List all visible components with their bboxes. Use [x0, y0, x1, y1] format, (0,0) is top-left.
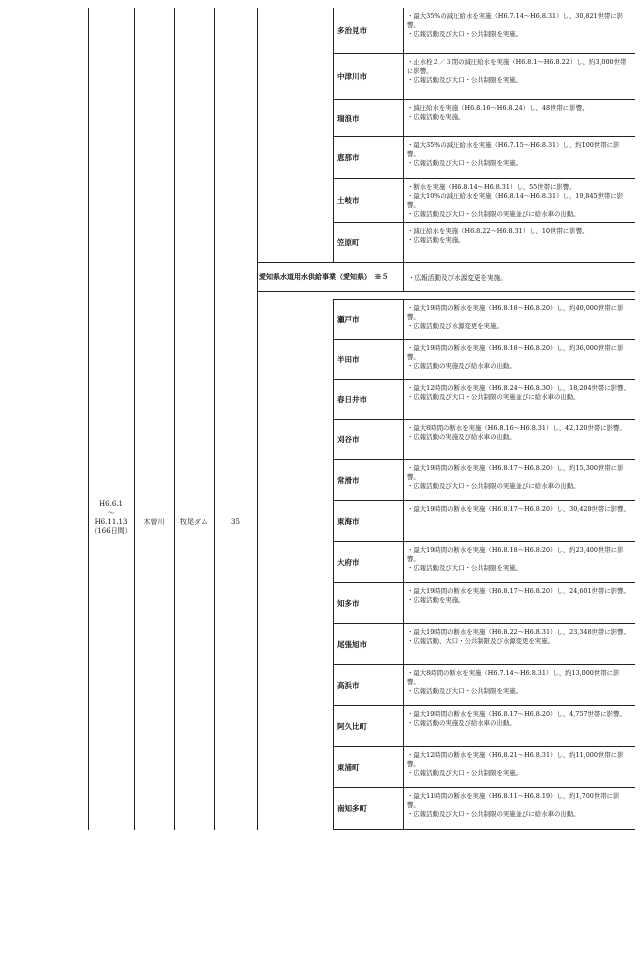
- desc-line: ・広報活動及び大口・公共制限を実施。: [407, 159, 523, 167]
- desc-line: ・広報活動及び大口・公共制限を実施。: [407, 564, 523, 572]
- city-description: [404, 179, 635, 222]
- desc-line: ・広報活動及び大口・公共制限を実施。: [407, 30, 523, 38]
- city-description: [404, 788, 635, 829]
- city-description: [404, 624, 635, 664]
- value-cell: 35: [231, 518, 240, 526]
- table-row: [333, 624, 635, 665]
- city-description: [404, 137, 635, 178]
- desc-line: ・広報活動及び大口・公共制限の実施並びに給水車の出動。: [407, 810, 580, 818]
- table-row: [333, 137, 635, 179]
- city-name: 中津川市: [333, 54, 404, 99]
- agency-row: [257, 262, 635, 292]
- desc-line: ・最大19時間の断水を実施（H6.8.22～H6.8.31）し、23,348世帯に影響。: [407, 628, 630, 636]
- city-name: 笠原町: [333, 223, 404, 262]
- desc-line: ・広報活動の実施及び給水車の出動。: [407, 433, 516, 441]
- table-row: [333, 179, 635, 223]
- river-cell: 木曽川: [143, 518, 165, 526]
- period-start: H6.6.1: [99, 500, 123, 508]
- column-divider: [174, 8, 175, 830]
- desc-line: ・最大19時間の断水を実施（H6.8.18～H6.8.20）し、約40,000世帯に影響。: [407, 304, 624, 321]
- desc-line: ・最大8時間の断水を実施（H6.7.14～H6.8.31）し、約13,000世帯に影響。: [407, 669, 620, 686]
- city-name: 半田市: [333, 340, 404, 379]
- table-row: [333, 501, 635, 542]
- column-divider: [134, 8, 135, 830]
- city-name: 春日井市: [333, 380, 404, 419]
- table-row: [333, 54, 635, 100]
- period-days: （166日間）: [90, 527, 132, 535]
- desc-line: ・最大10%の減圧給水を実施（H6.8.14～H6.8.31）し、19,845世帯に影響。: [407, 192, 624, 209]
- table-row: [333, 788, 635, 830]
- city-name: 多治見市: [333, 8, 404, 53]
- table-row: [333, 223, 635, 262]
- city-name: 常滑市: [333, 460, 404, 500]
- city-description: [404, 706, 635, 746]
- city-name: 瑞浪市: [333, 100, 404, 136]
- desc-line: ・最大19時間の断水を実施（H6.8.17～H6.8.20）し、4,757世帯に影響。: [407, 710, 626, 718]
- upper-city-table: [333, 8, 635, 262]
- city-name: 刈谷市: [333, 420, 404, 459]
- table-row: [333, 8, 635, 54]
- city-name: 南知多町: [333, 788, 404, 829]
- desc-line: ・広報活動、大口・公共制限及び水源変更を実施。: [407, 637, 554, 645]
- desc-line: ・最大19時間の断水を実施（H6.8.18～H6.8.20）し、約23,400世帯に影響。: [407, 546, 624, 563]
- city-name: 知多市: [333, 583, 404, 623]
- table-row: [333, 300, 635, 340]
- city-name: 土岐市: [333, 179, 404, 222]
- city-name: 恵那市: [333, 137, 404, 178]
- agency-name: 愛知県水道用水供給事業（愛知県） ※５: [257, 263, 404, 291]
- table-row: [333, 460, 635, 501]
- desc-line: ・広報活動の実施及び給水車の出動。: [407, 362, 516, 370]
- city-description: [404, 8, 635, 53]
- desc-line: ・減圧給水を実施（H6.8.16～H6.8.24）し、48世帯に影響。: [407, 104, 589, 112]
- table-row: [333, 747, 635, 788]
- desc-line: ・広報活動及び大口・公共制限を実施。: [407, 687, 523, 695]
- desc-line: ・最大8時間の断水を実施（H6.8.16～H6.8.31）し、42,120世帯に影響。: [407, 424, 626, 432]
- dam-cell: 牧尾ダム: [180, 518, 208, 526]
- desc-line: ・広報活動を実施。: [407, 113, 465, 121]
- column-divider: [214, 8, 215, 830]
- column-divider: [257, 8, 258, 830]
- desc-line: ・最大19時間の断水を実施（H6.8.17～H6.8.20）し、24,601世帯に影響。: [407, 587, 630, 595]
- city-description: [404, 100, 635, 136]
- city-description: [404, 747, 635, 787]
- table-row: [333, 420, 635, 460]
- city-description: [404, 380, 635, 419]
- period-tilde: ～: [107, 509, 115, 517]
- city-description: [404, 460, 635, 500]
- city-description: [404, 54, 635, 99]
- desc-line: ・最大12時間の断水を実施（H6.8.21～H6.8.31）し、約11,000世帯に影響。: [407, 751, 624, 768]
- desc-line: ・最大35%の減圧給水を実施（H6.7.14～H6.8.31）し、30,821世帯に影響。: [407, 12, 624, 29]
- period-cell: [88, 500, 134, 536]
- desc-line: ・広報活動及び水源変更を実施。: [407, 322, 503, 330]
- city-name: 大府市: [333, 542, 404, 582]
- table-row: [333, 706, 635, 747]
- city-description: [404, 300, 635, 339]
- city-name: 尾張旭市: [333, 624, 404, 664]
- desc-line: ・広報活動及び大口・公共制限の実施並びに給水車の出動。: [407, 210, 580, 218]
- city-name: 東浦町: [333, 747, 404, 787]
- table-row: [333, 100, 635, 137]
- city-description: [404, 665, 635, 705]
- lower-city-table: [333, 299, 635, 830]
- city-description: [404, 223, 635, 262]
- desc-line: ・広報活動の実施及び給水車の出動。: [407, 719, 516, 727]
- desc-line: ・最大19時間の断水を実施（H6.8.18～H6.8.20）し、約36,000世帯に影響。: [407, 344, 624, 361]
- table-row: [333, 583, 635, 624]
- desc-line: ・広報活動を実施。: [407, 596, 465, 604]
- desc-line: ・最大35%の減圧給水を実施（H6.7.15～H6.8.31）し、約100世帯に影響。: [407, 141, 620, 158]
- table-row: [333, 542, 635, 583]
- city-description: [404, 420, 635, 459]
- column-divider: [88, 8, 89, 830]
- period-end: H6.11.13: [94, 518, 128, 526]
- desc-line: ・広報活動及び大口・公共制限の実施並びに給水車の出動。: [407, 393, 580, 401]
- table-row: [333, 665, 635, 706]
- city-description: [404, 542, 635, 582]
- desc-line: ・広報活動及び大口・公共制限の実施並びに給水車の出動。: [407, 482, 580, 490]
- desc-line: ・広報活動及び大口・公共制限を実施。: [407, 769, 523, 777]
- city-name: 瀬戸市: [333, 300, 404, 339]
- city-name: 東海市: [333, 501, 404, 541]
- table-row: [333, 380, 635, 420]
- desc-line: ・広報活動を実施。: [407, 236, 465, 244]
- desc-line: ・最大12時間の断水を実施（H6.8.24～H6.8.30）し、18,204世帯に影響。: [407, 384, 630, 392]
- city-name: 阿久比町: [333, 706, 404, 746]
- city-description: [404, 583, 635, 623]
- desc-line: ・止水栓２／３閉の減圧給水を実施（H6.8.1～H6.8.22）し、約3,000世帯に影響。: [407, 58, 627, 75]
- city-description: [404, 501, 635, 541]
- desc-line: ・断水を実施（H6.8.14～H6.8.31）し、55世帯に影響。: [407, 183, 576, 191]
- desc-line: ・最大19時間の断水を実施（H6.8.17～H6.8.20）し、30,428世帯に影響。: [407, 505, 630, 513]
- desc-line: ・最大11時間の断水を実施（H6.8.11～H6.8.19）し、約1,700世帯に影響。: [407, 792, 620, 809]
- table-row: [333, 340, 635, 380]
- desc-line: ・減圧給水を実施（H6.8.22～H6.8.31）し、10世帯に影響。: [407, 227, 589, 235]
- agency-description: ・広報活動及び水源変更を実施。: [408, 274, 507, 282]
- city-description: [404, 340, 635, 379]
- desc-line: ・最大19時間の断水を実施（H6.8.17～H6.8.20）し、約15,300世帯に影響。: [407, 464, 624, 481]
- desc-line: ・広報活動及び大口・公共制限を実施。: [407, 76, 523, 84]
- city-name: 高浜市: [333, 665, 404, 705]
